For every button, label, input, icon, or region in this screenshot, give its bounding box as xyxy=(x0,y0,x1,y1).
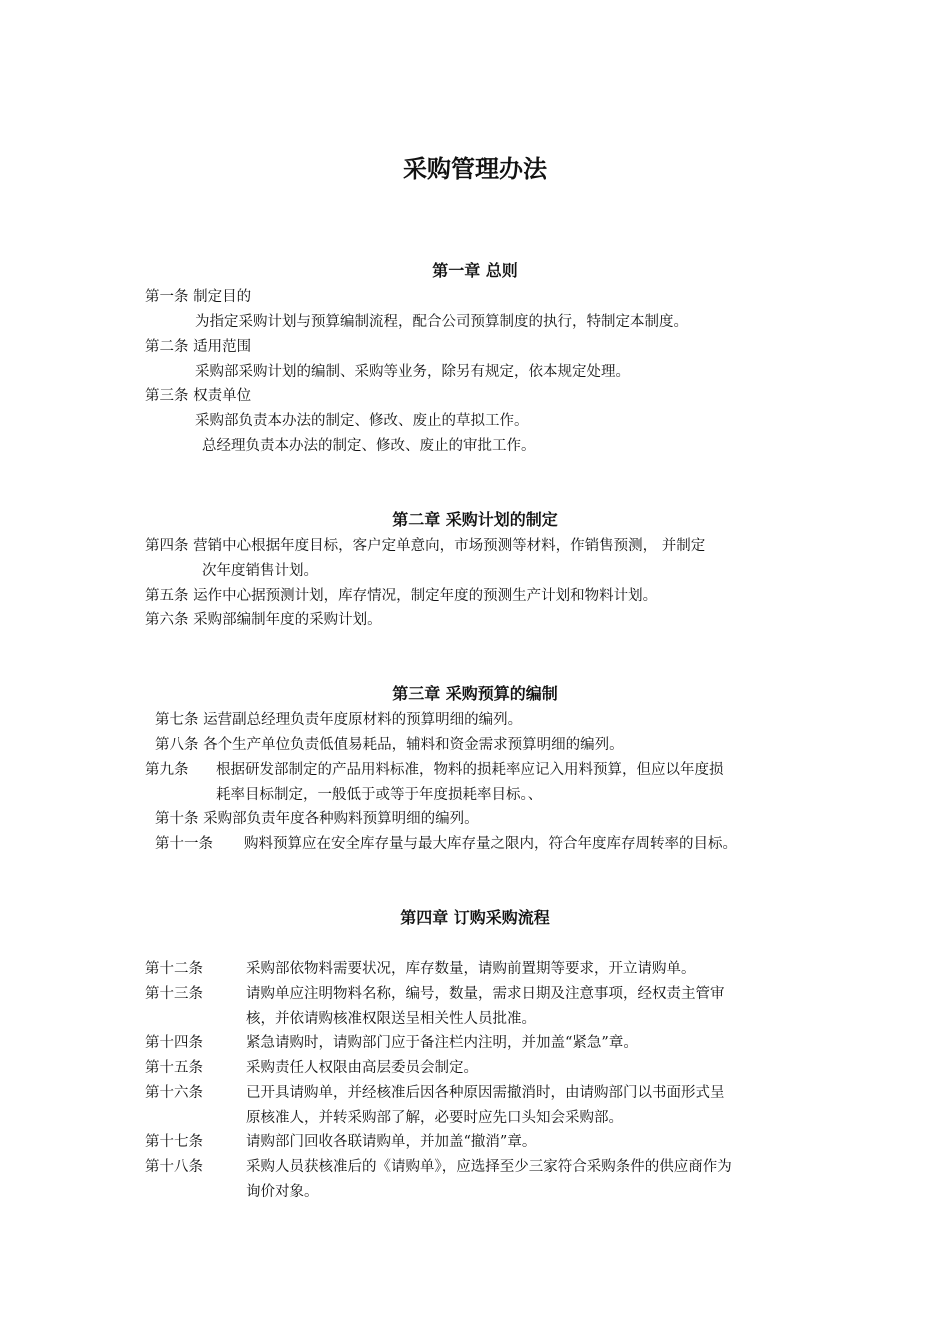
article-18-label: 第十八条 xyxy=(145,1159,203,1175)
article-17-line-1: 请购部门回收各联请购单，并加盖“撤消”章。 xyxy=(246,1134,537,1150)
article-14-line-1: 紧急请购时，请购部门应于备注栏内注明，并加盖“紧急”章。 xyxy=(246,1035,638,1051)
article-17-label: 第十七条 xyxy=(145,1134,203,1150)
article-9-label: 第九条 xyxy=(145,762,189,778)
article-1-heading: 第一条 制定目的 xyxy=(145,289,252,305)
article-13-label: 第十三条 xyxy=(145,986,203,1002)
article-13-line-1: 请购单应注明物料名称，编号，数量，需求日期及注意事项，经权责主管审 xyxy=(246,986,725,1002)
article-16-line-1: 已开具请购单，并经核准后因各种原因需撤消时，由请购部门以书面形式呈 xyxy=(246,1085,725,1101)
article-2-body: 采购部采购计划的编制、采购等业务，除另有规定，依本规定处理。 xyxy=(195,364,630,380)
article-6: 第六条 采购部编制年度的采购计划。 xyxy=(145,612,382,628)
document-title: 采购管理办法 xyxy=(403,154,547,183)
chapter-2-heading: 第二章 采购计划的制定 xyxy=(392,510,558,529)
article-12-line-1: 采购部依物料需要状况，库存数量，请购前置期等要求，开立请购单。 xyxy=(246,961,696,977)
article-9-line-2: 耗率目标制定，一般低于或等于年度损耗率目标。、 xyxy=(216,787,543,803)
article-2-heading: 第二条 适用范围 xyxy=(145,339,252,355)
article-11-label: 第十一条 xyxy=(155,836,213,852)
article-9-line-1: 根据研发部制定的产品用料标准，物料的损耗率应记入用料预算，但应以年度损 xyxy=(216,762,724,778)
article-1-body: 为指定采购计划与预算编制流程，配合公司预算制度的执行，特制定本制度。 xyxy=(195,314,688,330)
article-5: 第五条 运作中心据预测计划，库存情况，制定年度的预测生产计划和物料计划。 xyxy=(145,588,658,604)
article-18-line-2: 询价对象。 xyxy=(246,1184,319,1200)
article-15-line-1: 采购责任人权限由高层委员会制定。 xyxy=(246,1060,478,1076)
article-11-body: 购料预算应在安全库存量与最大库存量之限内，符合年度库存周转率的目标。 xyxy=(244,836,737,852)
article-3-heading: 第三条 权责单位 xyxy=(145,388,252,404)
article-18-line-1: 采购人员获核准后的《请购单》，应选择至少三家符合采购条件的供应商作为 xyxy=(246,1159,732,1175)
article-4-line-1: 第四条 营销中心根据年度目标，客户定单意向，市场预测等材料，作销售预测， 并制定 xyxy=(145,538,706,554)
article-16-label: 第十六条 xyxy=(145,1085,203,1101)
chapter-3-heading: 第三章 采购预算的编制 xyxy=(392,684,558,703)
article-13-line-2: 核，并依请购核准权限送呈相关性人员批准。 xyxy=(246,1011,536,1027)
article-8: 第八条 各个生产单位负责低值易耗品，辅料和资金需求预算明细的编列。 xyxy=(155,737,624,753)
article-10: 第十条 采购部负责年度各种购料预算明细的编列。 xyxy=(155,811,479,827)
article-4-line-2: 次年度销售计划。 xyxy=(202,563,318,579)
article-3-body-1: 采购部负责本办法的制定、修改、废止的草拟工作。 xyxy=(195,413,529,429)
article-14-label: 第十四条 xyxy=(145,1035,203,1051)
article-15-label: 第十五条 xyxy=(145,1060,203,1076)
article-16-line-2: 原核准人，并转采购部了解，必要时应先口头知会采购部。 xyxy=(246,1110,623,1126)
chapter-4-heading: 第四章 订购采购流程 xyxy=(400,908,550,927)
article-7: 第七条 运营副总经理负责年度原材料的预算明细的编列。 xyxy=(155,712,523,728)
article-3-body-2: 总经理负责本办法的制定、修改、废止的审批工作。 xyxy=(202,438,536,454)
article-12-label: 第十二条 xyxy=(145,961,203,977)
chapter-1-heading: 第一章 总则 xyxy=(432,261,518,280)
